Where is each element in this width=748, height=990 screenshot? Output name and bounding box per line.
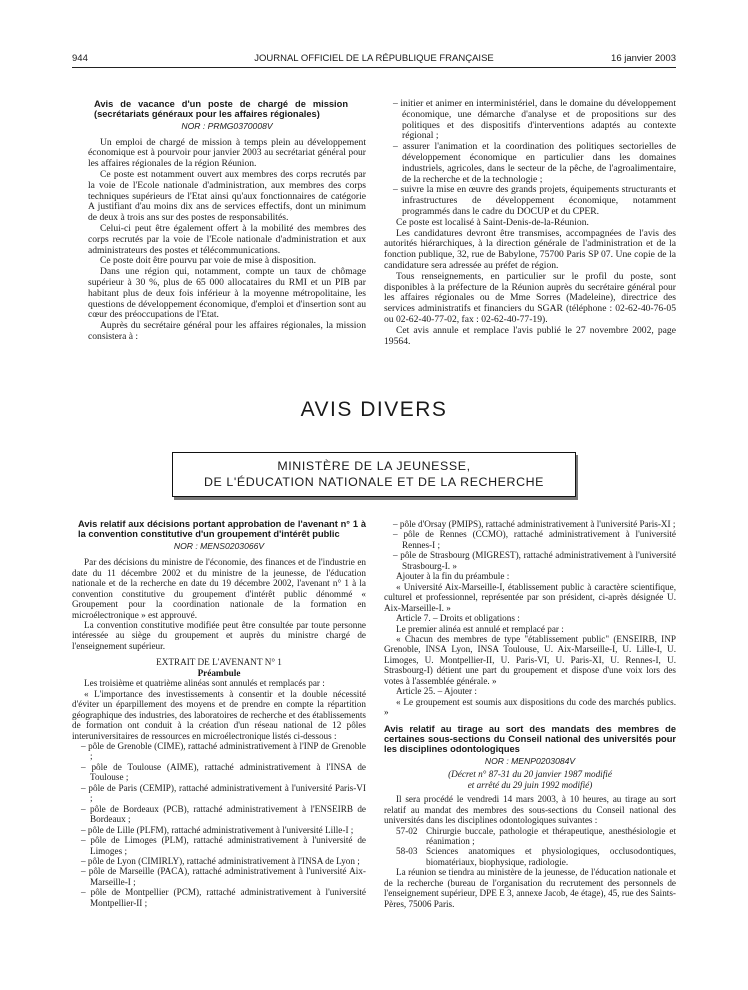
header-rule xyxy=(72,67,676,68)
ministry-box xyxy=(172,452,576,497)
paragraph: Le premier alinéa est annulé et remplacé par : xyxy=(396,623,564,634)
paragraph: Les candidatures devront être transmises, accompagnées de l'avis des autorités hiérarchiques, à la direction générale de l'administration et de la fonction publique, 32, rue de Babylone, 75700 Paris SP 07. Une copie de la candidature sera adressée au préfet de région. xyxy=(384,227,676,271)
paragraph: Ce poste est notamment ouvert aux membres des corps recrutés par la voie de l'Ecole nationale d'administration, aux membres des corps techniques supérieurs de l'Etat ainsi qu'aux fonctionnaires de catégorie A justifiant d'au moins dix ans de services effectifs, dont un minimum de deux à trois ans sur des postes de responsabilités. xyxy=(88,169,366,224)
discipline-row xyxy=(384,846,676,867)
paragraph: Article 25. – Ajouter : xyxy=(396,686,477,697)
paragraph: Par des décisions du ministre de l'économie, des finances et de l'industrie en date du 11 décembre 2002 et du ministre de la jeunesse, de l'éducation nationale et de la recherche en date du 19 décembre 2002, l'avenant n° 1 à la convention constitutive du groupement d'intérêt public dénommé « Groupement pour la coordination nationale de la formation en microélectronique » est approuvé. xyxy=(72,557,366,620)
section-title: AVIS DIVERS xyxy=(300,398,448,421)
paragraph: Dans une région qui, notamment, compte un taux de chômage supérieur à 30 %, plus de 65 000 allocataires du RMI et un PIB par habitant plus de deux fois inférieur à la moyenne métropolitaine, les questions de développement économique, d'emploi et d'insertion sont au cœur des préoccupations de l'Etat. xyxy=(88,266,366,321)
avenant-notice-nor: NOR : MENS0203066V xyxy=(173,540,265,551)
mission-item: – suivre la mise en œuvre des grands projets, équipements structurants et infrastructures de développement économique, notamment programmés dans le cadre du DOCUP et du CPER. xyxy=(393,184,676,217)
avenant-notice-title: Avis relatif aux décisions portant approbation de l'avenant n° 1 à la convention constitutive d'un groupement d'intérêt public xyxy=(78,519,366,540)
mission-item: – assurer l'animation et la coordination des politiques sectorielles de développement économique en particulier dans les domaines industriels, agricoles, dans le secteur de la pêche, de l'agroalimentaire, de la recherche et de la technologie ; xyxy=(393,141,676,185)
discipline-code: 57-02 xyxy=(396,825,418,836)
pole-item: – pôle de Lille (PLFM), rattaché administrativement à l'université Lille-I ; xyxy=(81,824,354,835)
paragraph: Celui-ci peut être également offert à la mobilité des membres des corps recrutés par la voie de l'Ecole nationale d'administration et aux administrateurs des postes et télécommunications. xyxy=(88,222,366,256)
pole-item: – pôle de Lyon (CIMIRLY), rattaché administrativement à l'INSA de Lyon ; xyxy=(81,855,360,866)
tirage-notice-title: Avis relatif au tirage au sort des mandats des membres de certaines sous-sections du Conseil national des universités pour les disciplines odontologiques xyxy=(384,723,676,755)
pole-item: – pôle de Montpellier (PCM), rattaché administrativement à l'université Montpellier-II ; xyxy=(81,887,366,908)
decree-line-2: et arrêté du 29 juin 1992 modifié) xyxy=(467,779,593,790)
paragraph: Ce poste doit être pourvu par voie de mise à disposition. xyxy=(100,255,317,267)
tirage-notice-nor: NOR : MENP0203084V xyxy=(484,755,576,766)
preamble-heading: Préambule xyxy=(197,667,241,678)
paragraph: Ce poste est localisé à Saint-Denis-de-la-Réunion. xyxy=(396,216,589,228)
paragraph: « Le groupement est soumis aux dispositions du code des marchés publics. » xyxy=(384,696,676,718)
paragraph: « Chacun des membres de type "établissement public" (ENSEIRB, INP Grenoble, INSA Lyon, INSA Toulouse, U. Aix-Marseille-I, U. Lille-I, U. Limoges, U. Montpellier-II, U. Paris-VI, U. Paris-XI, U. Rennes-I, U. Strasbourg-I) détient une part du groupement et dispose d'une voix lors des votes à l'assemblée générale. » xyxy=(384,633,676,686)
ministry-line-2: DE L'ÉDUCATION NATIONALE ET DE LA RECHERCHE xyxy=(203,475,545,489)
paragraph: Ajouter à la fin du préambule : xyxy=(396,571,510,582)
issue-date: 16 janvier 2003 xyxy=(611,53,676,64)
discipline-code: 58-03 xyxy=(396,846,418,857)
ministry-line-1: MINISTÈRE DE LA JEUNESSE, xyxy=(277,459,471,473)
vacancy-notice xyxy=(88,99,366,343)
mission-item: – initier et animer en interministériel, dans le domaine du développement économique, une démarche d'analyse et de propositions sur des politiques et des dispositifs d'interventions adaptés au contexte régional ; xyxy=(393,98,676,142)
paragraph: Auprès du secrétaire général pour les affaires régionales, la mission consistera à : xyxy=(88,320,366,342)
discipline-desc: Sciences anatomiques et physiologiques, occlusodontiques, biomatériaux, biophysique, radiologie. xyxy=(426,846,676,867)
pole-item: – pôle de Bordeaux (PCB), rattaché administrativement à l'ENSEIRB de Bordeaux ; xyxy=(81,803,366,825)
pole-item: – pôle de Paris (CEMIP), rattaché administrativement à l'université Paris-VI ; xyxy=(81,782,366,804)
vacancy-notice-continued xyxy=(384,99,676,347)
vacancy-notice-nor: NOR : PRMG0370008V xyxy=(181,120,273,131)
extract-heading: EXTRAIT DE L'AVENANT N° 1 xyxy=(156,657,282,668)
paragraph: Les troisième et quatrième alinéas sont annulés et remplacés par : xyxy=(84,678,325,689)
vacancy-notice-title: Avis de vacance d'un poste de chargé de mission (secrétariats généraux pour les affaires régionales) xyxy=(94,99,348,120)
discipline-desc: Chirurgie buccale, pathologie et thérapeutique, anesthésiologie et réanimation ; xyxy=(426,825,676,846)
pole-item: – pôle de Strasbourg (MIGREST), rattaché administrativement à l'université Strasbourg-I. » xyxy=(393,550,676,571)
pole-item: – pôle de Toulouse (AIME), rattaché administrativement à l'INSA de Toulouse ; xyxy=(81,761,366,783)
paragraph: Cet avis annule et remplace l'avis publié le 27 novembre 2002, page 19564. xyxy=(384,324,676,347)
paragraph: Article 7. – Droits et obligations : xyxy=(396,613,520,624)
paragraph: Il sera procédé le vendredi 14 mars 2003, à 10 heures, au tirage au sort relatif au mandat des membres des sous-sections du Conseil national des universités dans les disciplines odontologiques suivantes : xyxy=(384,794,676,826)
paragraph: Tous renseignements, en particulier sur le profil du poste, sont disponibles à la préfecture de la Réunion auprès du secrétaire général pour les affaires régionales ou de Mme Sorres (Madeleine), directrice des services administratifs et financiers du SGAR (téléphone : 02-62-40-76-05 ou 02-62-40-77-02, fax : 02-62-40-77-19). xyxy=(384,270,676,325)
discipline-row xyxy=(384,826,676,847)
paragraph: « Université Aix-Marseille-I, établissement public à caractère scientifique, culturel et professionnel, représentée par son président, ci-après désignée U. Aix-Marseille-I. » xyxy=(384,581,676,613)
paragraph: La convention constitutive modifiée peut être consultée par toute personne intéressée au siège du groupement et auprès du ministre chargé de l'enseignement supérieur. xyxy=(72,619,366,651)
decree-line-1: (Décret n° 87-31 du 20 janvier 1987 modifié xyxy=(448,769,612,780)
journal-title: JOURNAL OFFICIEL DE LA RÉPUBLIQUE FRANÇAISE xyxy=(254,53,494,64)
paragraph: La réunion se tiendra au ministère de la jeunesse, de l'éducation nationale et de la recherche (bureau de l'organisation du recrutement des personnels de l'enseignement supérieur, DPE E 3, annexe Jacob, 4e étage), 45, rue des Saints-Pères, 75006 Paris. xyxy=(384,867,676,909)
pole-item: – pôle de Rennes (CCMO), rattaché administrativement à l'université Rennes-I ; xyxy=(393,529,676,550)
pole-item: – pôle de Grenoble (CIME), rattaché administrativement à l'INP de Grenoble ; xyxy=(81,740,366,762)
avenant-continued-and-tirage-notice xyxy=(384,519,676,909)
pole-item: – pôle de Limoges (PLM), rattaché administrativement à l'université de Limoges ; xyxy=(81,835,366,856)
page-number: 944 xyxy=(72,53,88,64)
avenant-notice xyxy=(72,519,366,908)
pole-item: – pôle d'Orsay (PMIPS), rattaché administrativement à l'université Paris-XI ; xyxy=(393,519,676,529)
paragraph: Un emploi de chargé de mission à temps plein au développement économique est à pourvoir pour janvier 2003 au secrétariat général pour les affaires régionales de la région Réunion. xyxy=(88,136,366,170)
pole-item: – pôle de Marseille (PACA), rattaché administrativement à l'université Aix-Marseille-I ; xyxy=(81,866,366,887)
paragraph: « L'importance des investissements à consentir et la double nécessité d'éviter un éparpillement des moyens et de prendre en compte la répartition géographique des industries, des laboratoires de recherche et des établissements de formation ont conduit à la création d'un réseau national de 12 pôles interuniversitaires de ressources en microélectronique listés ci-dessous : xyxy=(72,688,366,741)
